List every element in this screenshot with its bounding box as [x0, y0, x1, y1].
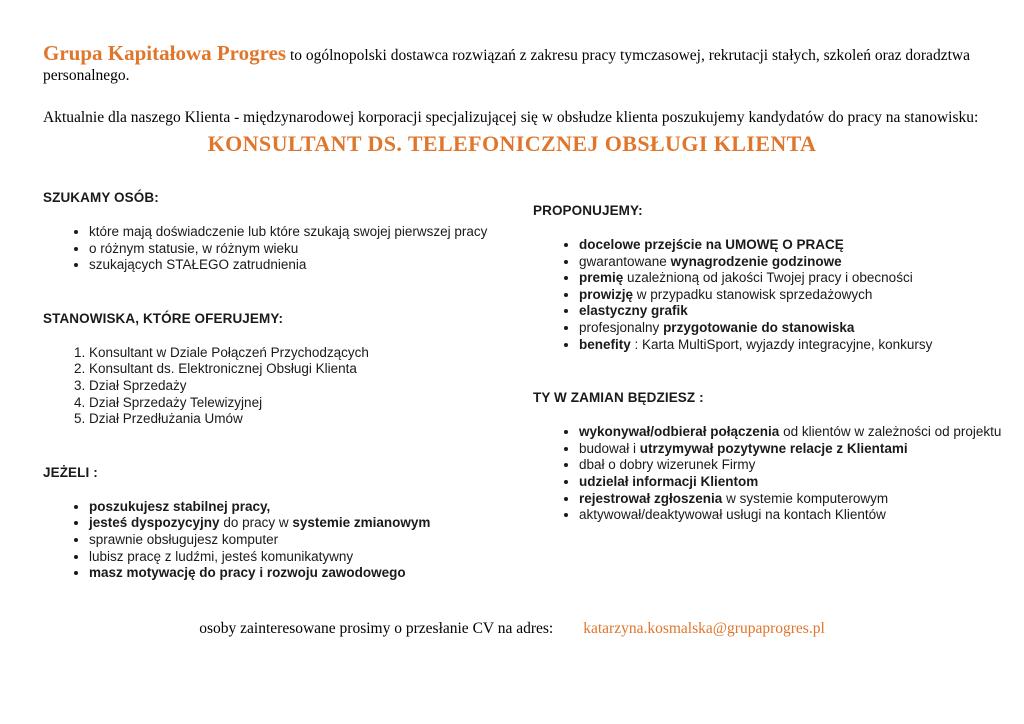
jezeli-list [43, 499, 493, 582]
list-item [89, 395, 493, 412]
list-item-text: uzależnioną od jakości Twojej pracy i obecności [623, 270, 913, 286]
szukamy-list [43, 224, 493, 274]
list-item-text: o różnym statusie, w różnym wieku [89, 240, 299, 256]
proponujemy-list [533, 237, 1008, 353]
list-item-text: Dział Sprzedaży Telewizyjnej [89, 394, 263, 410]
list-item-text: rejestrował zgłoszenia [579, 490, 723, 506]
list-item-text: aktywował/deaktywował usługi na kontach Klientów [579, 507, 886, 523]
list-item-text: do pracy w [219, 515, 293, 531]
szukamy-heading: SZUKAMY OSÓB: [43, 190, 159, 205]
list-item [89, 532, 493, 549]
proponujemy-heading: PROPONUJEMY: [533, 203, 643, 218]
list-item-text: które mają doświadczenie lub które szukają swojej pierwszej pracy [89, 224, 488, 239]
list-item [579, 441, 1008, 458]
list-item-text: benefity [579, 336, 631, 352]
section-szukamy-osob [43, 190, 493, 274]
list-item-text: wykonywał/odbierał połączenia [579, 424, 780, 440]
list-item-text: poszukujesz stabilnej pracy, [89, 498, 271, 514]
intro-line: Aktualnie dla naszego Klienta - międzynarodowej korporacji specjalizującej się w obsłudze klienta poszukujemy kandydatów do pracy na stanowisku: [43, 108, 979, 126]
list-item [579, 303, 1008, 320]
list-item-text: docelowe przejście na UMOWĘ O PRACĘ [579, 237, 844, 252]
list-item-text: premię [579, 270, 624, 286]
list-item-text: od klientów w zależności od projektu [779, 424, 1002, 440]
right-column [533, 203, 1008, 561]
brand-line [43, 40, 986, 86]
list-item [579, 270, 1008, 287]
list-item [89, 378, 493, 395]
list-item [89, 241, 493, 258]
list-item [579, 457, 1008, 474]
list-item-text: : Karta MultiSport, wyjazdy integracyjne, konkursy [630, 336, 933, 352]
section-jezeli [43, 465, 493, 582]
list-item [89, 257, 493, 274]
list-item-text: masz motywację do pracy i rozwoju zawodowego [89, 565, 406, 581]
list-item-text: elastyczny grafik [579, 303, 688, 319]
contact-email-link[interactable]: katarzyna.kosmalska@grupaprogres.pl [583, 620, 825, 637]
list-item-text: Dział Sprzedaży [89, 377, 187, 393]
list-item-text: szukających STAŁEGO zatrudnienia [89, 257, 307, 273]
list-item-text: prowizję [579, 286, 634, 302]
brand-name: Grupa Kapitałowa Progres [43, 41, 287, 65]
list-item [579, 287, 1008, 304]
list-item-text: sprawnie obsługujesz komputer [89, 531, 279, 547]
list-item [89, 499, 493, 516]
list-item [579, 507, 1008, 524]
list-item [89, 549, 493, 566]
list-item [89, 515, 493, 532]
list-item-text: udzielał informacji Klientom [579, 473, 759, 489]
intro-block [43, 40, 986, 127]
list-item-text: lubisz pracę z ludźmi, jesteś komunikatywny [89, 548, 354, 564]
list-item-text: Konsultant w Dziale Połączeń Przychodzących [89, 344, 369, 360]
list-item-text: utrzymywał pozytywne relacje z Klientami [639, 440, 908, 456]
list-item [579, 474, 1008, 491]
list-item [89, 345, 493, 362]
list-item-text: przygotowanie do stanowiska [663, 319, 855, 335]
list-item-text: profesjonalny [579, 319, 664, 335]
list-item [89, 224, 493, 241]
stanowiska-heading: STANOWISKA, KTÓRE OFERUJEMY: [43, 310, 284, 326]
section-proponujemy [533, 203, 1008, 353]
cv-request-text: osoby zainteresowane prosimy o przesłanie CV na adres: [199, 620, 554, 637]
jezeli-heading: JEŻELI : [43, 464, 98, 480]
list-item [579, 424, 1008, 441]
job-title: KONSULTANT DS. TELEFONICZNEJ OBSŁUGI KLIENTA [207, 131, 817, 156]
list-item [579, 237, 1008, 254]
list-item [579, 491, 1008, 508]
list-item [89, 411, 493, 428]
stanowiska-list [43, 345, 493, 428]
list-item-text: systemie zmianowym [292, 515, 431, 531]
list-item [579, 254, 1008, 271]
footer [0, 620, 1024, 638]
list-item-text: wynagrodzenie godzinowe [670, 253, 842, 269]
list-item [89, 565, 493, 582]
list-item [579, 337, 1008, 354]
list-item-text: w przypadku stanowisk sprzedażowych [633, 286, 873, 302]
list-item-text: Dział Przedłużania Umów [89, 411, 243, 427]
left-column [43, 190, 493, 619]
list-item-text: w systemie komputerowym [722, 490, 889, 506]
brand-description: to ogólnopolski dostawca rozwiązań z zakresu pracy tymczasowej, rekrutacji stałych, szkoleń oraz doradztwa personalnego. [43, 47, 970, 85]
zamian-heading: TY W ZAMIAN BĘDZIESZ : [533, 390, 704, 406]
list-item [89, 361, 493, 378]
zamian-list [533, 424, 1008, 524]
list-item-text: gwarantowane [579, 253, 671, 269]
list-item-text: jesteś dyspozycyjny [89, 515, 220, 531]
list-item-text: dbał o dobry wizerunek Firmy [579, 457, 756, 473]
section-stanowiska [43, 311, 493, 428]
list-item-text: Konsultant ds. Elektronicznej Obsługi Klienta [89, 361, 357, 377]
list-item-text: budował i [579, 440, 640, 456]
section-ty-w-zamian [533, 390, 1008, 524]
list-item [579, 320, 1008, 337]
